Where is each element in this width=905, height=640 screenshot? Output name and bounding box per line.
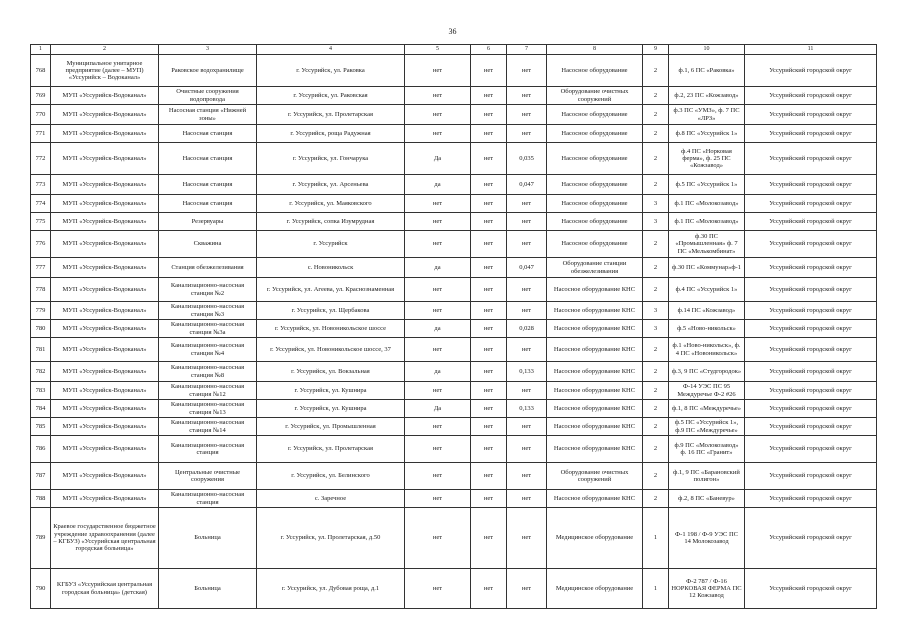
district-cell: Уссурийский городской округ (745, 278, 877, 302)
owner-cell: МУП «Уссурийск-Водоканал» (51, 231, 159, 258)
object-cell: Раковское водохранилище (159, 55, 257, 87)
col6-cell: нет (471, 418, 507, 436)
col6-cell: нет (471, 105, 507, 125)
owner-cell: Краевое государственное бюджетное учреждение здравоохранения (далее – КГБУЗ) «Уссурийская центральная городская больница» (51, 508, 159, 569)
row-number-cell: 787 (31, 463, 51, 490)
address-cell: г. Уссурийск, ул. Белинского (257, 463, 405, 490)
owner-cell: МУП «Уссурийск-Водоканал» (51, 125, 159, 143)
object-cell: Канализационно-насосная станция №8 (159, 362, 257, 382)
equipment-cell: Насосное оборудование (547, 105, 643, 125)
owner-cell: Муниципальное унитарное предприятие (далее – МУП) «Уссурийск – Водоканал» (51, 55, 159, 87)
col6-cell: нет (471, 338, 507, 362)
address-cell: г. Уссурийск, ул. Маяковского (257, 195, 405, 213)
col5-cell: нет (405, 55, 471, 87)
col7-cell: нет (507, 569, 547, 609)
col7-cell: нет (507, 195, 547, 213)
table-row (31, 258, 877, 278)
column-number: 3 (159, 45, 257, 55)
col6-cell: нет (471, 143, 507, 175)
address-cell: г. Уссурийск, ул. Гончарука (257, 143, 405, 175)
col5-cell: нет (405, 418, 471, 436)
row-number-cell: 784 (31, 400, 51, 418)
equipment-cell: Насосное оборудование (547, 213, 643, 231)
owner-cell: МУП «Уссурийск-Водоканал» (51, 418, 159, 436)
col7-cell: 0,028 (507, 320, 547, 338)
district-cell: Уссурийский городской округ (745, 320, 877, 338)
object-cell: Канализационно-насосная станция №12 (159, 382, 257, 400)
owner-cell: МУП «Уссурийск-Водоканал» (51, 213, 159, 231)
object-cell: Канализационно-насосная станция (159, 490, 257, 508)
col6-cell: нет (471, 508, 507, 569)
address-cell: г. Уссурийск, ул. Дубовая роща, д.1 (257, 569, 405, 609)
col7-cell: нет (507, 87, 547, 105)
feeder-cell: ф.8 ПС «Уссурийск 1» (669, 125, 745, 143)
row-number-cell: 777 (31, 258, 51, 278)
feeder-cell: ф.5 ПС «Уссурийск 1» (669, 175, 745, 195)
address-cell: г. Уссурийск, ул. Новоникольское шоссе, 37 (257, 338, 405, 362)
col6-cell: нет (471, 278, 507, 302)
address-cell: г. Уссурийск, ул. Пролетарская (257, 436, 405, 463)
table-row (31, 418, 877, 436)
row-number-cell: 790 (31, 569, 51, 609)
district-cell: Уссурийский городской округ (745, 382, 877, 400)
col7-cell: нет (507, 338, 547, 362)
owner-cell: МУП «Уссурийск-Водоканал» (51, 463, 159, 490)
address-cell: г. Уссурийск, ул. Арсеньева (257, 175, 405, 195)
col5-cell: да (405, 258, 471, 278)
owner-cell: МУП «Уссурийск-Водоканал» (51, 278, 159, 302)
district-cell: Уссурийский городской округ (745, 362, 877, 382)
object-cell: Канализационно-насосная станция №3 (159, 302, 257, 320)
column-number: 1 (31, 45, 51, 55)
col7-cell: 0,133 (507, 362, 547, 382)
col7-cell: 0,047 (507, 258, 547, 278)
col5-cell: нет (405, 213, 471, 231)
address-cell: г. Уссурийск, сопка Изумрудная (257, 213, 405, 231)
equipment-cell: Насосное оборудование (547, 143, 643, 175)
equipment-cell: Оборудование станции обезжелезивания (547, 258, 643, 278)
district-cell: Уссурийский городской округ (745, 569, 877, 609)
equipment-cell: Насосное оборудование КНС (547, 320, 643, 338)
col5-cell: нет (405, 338, 471, 362)
feeder-cell: ф.1, 9 ПС «Барановский полигон» (669, 463, 745, 490)
row-number-cell: 785 (31, 418, 51, 436)
category-cell: 2 (643, 362, 669, 382)
equipment-cell: Медицинское оборудование (547, 569, 643, 609)
col6-cell: нет (471, 436, 507, 463)
district-cell: Уссурийский городской округ (745, 87, 877, 105)
col6-cell: нет (471, 213, 507, 231)
category-cell: 3 (643, 213, 669, 231)
col5-cell: нет (405, 382, 471, 400)
category-cell: 2 (643, 463, 669, 490)
owner-cell: КГБУЗ «Уссурийская центральная городская больница» (детская) (51, 569, 159, 609)
feeder-cell: ф.2, 23 ПС «Кожзавод» (669, 87, 745, 105)
category-cell: 2 (643, 87, 669, 105)
object-cell: Насосная станция (159, 125, 257, 143)
feeder-cell: Ф-2 787 / Ф-16 НОРКОВАЯ ФЕРМА ПС 12 Кожзавод (669, 569, 745, 609)
category-cell: 2 (643, 231, 669, 258)
feeder-cell: ф.5 ПС «Уссурийск 1», ф.9 ПС «Междуречье» (669, 418, 745, 436)
address-cell: г. Уссурийск, ул. Агеева, ул. Краснознаменная (257, 278, 405, 302)
feeder-cell: ф.4 ПС «Уссурийск 1» (669, 278, 745, 302)
col5-cell: нет (405, 490, 471, 508)
address-cell: г. Уссурийск, ул. Кушнира (257, 400, 405, 418)
col5-cell: нет (405, 302, 471, 320)
object-cell: Насосная станция (159, 143, 257, 175)
feeder-cell: Ф-14 УЭС ПС 95 Междуречье Ф-2 #26 (669, 382, 745, 400)
column-number-row (31, 45, 877, 55)
table-row (31, 143, 877, 175)
feeder-cell: ф.9 ПС «Молокозавод» ф. 16 ПС «Гранит» (669, 436, 745, 463)
object-cell: Канализационно-насосная станция (159, 436, 257, 463)
address-cell: г. Уссурийск, ул. Раковская (257, 87, 405, 105)
feeder-cell: ф.3 ПС «УМЗ», ф. 7 ПС «ЛРЗ» (669, 105, 745, 125)
col7-cell: нет (507, 436, 547, 463)
district-cell: Уссурийский городской округ (745, 195, 877, 213)
col7-cell: нет (507, 278, 547, 302)
address-cell: г. Уссурийск, ул. Пролетарская (257, 105, 405, 125)
col6-cell: нет (471, 490, 507, 508)
object-cell: Канализационно-насосная станция №13 (159, 400, 257, 418)
owner-cell: МУП «Уссурийск-Водоканал» (51, 362, 159, 382)
address-cell: г. Уссурийск, ул. Щербакова (257, 302, 405, 320)
equipment-cell: Насосное оборудование КНС (547, 278, 643, 302)
object-cell: Насосная станция (159, 175, 257, 195)
district-cell: Уссурийский городской округ (745, 302, 877, 320)
table-row (31, 362, 877, 382)
owner-cell: МУП «Уссурийск-Водоканал» (51, 382, 159, 400)
col7-cell: нет (507, 213, 547, 231)
category-cell: 2 (643, 258, 669, 278)
col7-cell: нет (507, 231, 547, 258)
feeder-cell: ф.3, 9 ПС «Студгородок» (669, 362, 745, 382)
district-cell: Уссурийский городской округ (745, 125, 877, 143)
equipment-cell: Насосное оборудование КНС (547, 436, 643, 463)
col5-cell: нет (405, 105, 471, 125)
category-cell: 2 (643, 418, 669, 436)
table-row (31, 231, 877, 258)
row-number-cell: 768 (31, 55, 51, 87)
table-row (31, 338, 877, 362)
col7-cell: нет (507, 382, 547, 400)
table-row (31, 278, 877, 302)
col5-cell: нет (405, 508, 471, 569)
category-cell: 3 (643, 302, 669, 320)
row-number-cell: 771 (31, 125, 51, 143)
row-number-cell: 775 (31, 213, 51, 231)
district-cell: Уссурийский городской округ (745, 231, 877, 258)
col5-cell: нет (405, 569, 471, 609)
owner-cell: МУП «Уссурийск-Водоканал» (51, 436, 159, 463)
table-row (31, 436, 877, 463)
column-number: 10 (669, 45, 745, 55)
district-cell: Уссурийский городской округ (745, 213, 877, 231)
row-number-cell: 788 (31, 490, 51, 508)
address-cell: с. Новоникольск (257, 258, 405, 278)
address-cell: г. Уссурийск, ул. Вокзальная (257, 362, 405, 382)
object-cell: Насосная станция (159, 195, 257, 213)
owner-cell: МУП «Уссурийск-Водоканал» (51, 143, 159, 175)
table-row (31, 125, 877, 143)
owner-cell: МУП «Уссурийск-Водоканал» (51, 175, 159, 195)
feeder-cell: ф.30 ПС «Промышленная» ф. 7 ПС «Мелькомбинат» (669, 231, 745, 258)
table-row (31, 382, 877, 400)
category-cell: 2 (643, 382, 669, 400)
category-cell: 3 (643, 195, 669, 213)
district-cell: Уссурийский городской округ (745, 55, 877, 87)
registry-body (31, 55, 877, 609)
row-number-cell: 781 (31, 338, 51, 362)
owner-cell: МУП «Уссурийск-Водоканал» (51, 105, 159, 125)
owner-cell: МУП «Уссурийск-Водоканал» (51, 195, 159, 213)
district-cell: Уссурийский городской округ (745, 463, 877, 490)
address-cell: г. Уссурийск, ул. Раковка (257, 55, 405, 87)
feeder-cell: ф.30 ПС «Коммунар»ф-1 (669, 258, 745, 278)
feeder-cell: ф.1 «Ново-никольск», ф. 4 ПС «Новоникольск» (669, 338, 745, 362)
table-row (31, 400, 877, 418)
col5-cell: да (405, 320, 471, 338)
col5-cell: да (405, 175, 471, 195)
table-row (31, 195, 877, 213)
column-number: 9 (643, 45, 669, 55)
table-row (31, 55, 877, 87)
equipment-cell: Насосное оборудование КНС (547, 490, 643, 508)
object-cell: Очистные сооружения водопровода (159, 87, 257, 105)
equipment-cell: Оборудование очистных сооружений (547, 87, 643, 105)
feeder-cell: ф.4 ПС «Норковая ферма», ф. 25 ПС «Кожзавод» (669, 143, 745, 175)
col7-cell: нет (507, 105, 547, 125)
owner-cell: МУП «Уссурийск-Водоканал» (51, 400, 159, 418)
col6-cell: нет (471, 320, 507, 338)
feeder-cell: ф.1 ПС «Молокозавод» (669, 213, 745, 231)
column-number: 4 (257, 45, 405, 55)
col6-cell: нет (471, 258, 507, 278)
table-row (31, 87, 877, 105)
table-row (31, 320, 877, 338)
row-number-cell: 780 (31, 320, 51, 338)
feeder-cell: ф.1 ПС «Молокозавод» (669, 195, 745, 213)
equipment-cell: Насосное оборудование КНС (547, 382, 643, 400)
col6-cell: нет (471, 463, 507, 490)
category-cell: 2 (643, 436, 669, 463)
category-cell: 2 (643, 400, 669, 418)
equipment-cell: Насосное оборудование КНС (547, 338, 643, 362)
col7-cell: 0,133 (507, 400, 547, 418)
equipment-cell: Насосное оборудование (547, 55, 643, 87)
owner-cell: МУП «Уссурийск-Водоканал» (51, 320, 159, 338)
table-row (31, 508, 877, 569)
col5-cell: нет (405, 125, 471, 143)
col5-cell: нет (405, 87, 471, 105)
object-cell: Канализационно-насосная станция №3а (159, 320, 257, 338)
col6-cell: нет (471, 400, 507, 418)
equipment-cell: Насосное оборудование КНС (547, 418, 643, 436)
col6-cell: нет (471, 55, 507, 87)
col6-cell: нет (471, 87, 507, 105)
row-number-cell: 778 (31, 278, 51, 302)
table-row (31, 569, 877, 609)
district-cell: Уссурийский городской округ (745, 258, 877, 278)
owner-cell: МУП «Уссурийск-Водоканал» (51, 302, 159, 320)
feeder-cell: ф.1, 6 ПС «Раковка» (669, 55, 745, 87)
col7-cell: нет (507, 302, 547, 320)
col7-cell: нет (507, 55, 547, 87)
col5-cell: да (405, 362, 471, 382)
category-cell: 2 (643, 125, 669, 143)
category-cell: 2 (643, 55, 669, 87)
col6-cell: нет (471, 382, 507, 400)
col5-cell: нет (405, 436, 471, 463)
row-number-cell: 786 (31, 436, 51, 463)
district-cell: Уссурийский городской округ (745, 105, 877, 125)
column-number: 5 (405, 45, 471, 55)
district-cell: Уссурийский городской округ (745, 175, 877, 195)
address-cell: г. Уссурийск, ул. Промышленная (257, 418, 405, 436)
object-cell: Больница (159, 508, 257, 569)
col6-cell: нет (471, 302, 507, 320)
col5-cell: нет (405, 278, 471, 302)
equipment-cell: Оборудование очистных сооружений (547, 463, 643, 490)
column-number: 8 (547, 45, 643, 55)
category-cell: 1 (643, 569, 669, 609)
col7-cell: 0,035 (507, 143, 547, 175)
row-number-cell: 769 (31, 87, 51, 105)
equipment-cell: Насосное оборудование (547, 125, 643, 143)
table-row (31, 302, 877, 320)
row-number-cell: 774 (31, 195, 51, 213)
table-row (31, 105, 877, 125)
object-cell: Станция обезжелезивания (159, 258, 257, 278)
col6-cell: нет (471, 569, 507, 609)
address-cell: г. Уссурийск (257, 231, 405, 258)
col6-cell: нет (471, 195, 507, 213)
page-number: 36 (448, 27, 457, 36)
category-cell: 1 (643, 508, 669, 569)
row-number-cell: 789 (31, 508, 51, 569)
col5-cell: нет (405, 231, 471, 258)
category-cell: 2 (643, 490, 669, 508)
district-cell: Уссурийский городской округ (745, 436, 877, 463)
equipment-cell: Насосное оборудование КНС (547, 362, 643, 382)
category-cell: 2 (643, 105, 669, 125)
equipment-cell: Медицинское оборудование (547, 508, 643, 569)
col6-cell: нет (471, 125, 507, 143)
address-cell: г. Уссурийск, ул. Кушнира (257, 382, 405, 400)
district-cell: Уссурийский городской округ (745, 490, 877, 508)
owner-cell: МУП «Уссурийск-Водоканал» (51, 490, 159, 508)
row-number-cell: 776 (31, 231, 51, 258)
row-number-cell: 779 (31, 302, 51, 320)
object-cell: Резервуары (159, 213, 257, 231)
object-cell: Скважина (159, 231, 257, 258)
col5-cell: Да (405, 143, 471, 175)
col7-cell: нет (507, 490, 547, 508)
col6-cell: нет (471, 362, 507, 382)
col6-cell: нет (471, 175, 507, 195)
equipment-cell: Насосное оборудование КНС (547, 302, 643, 320)
equipment-cell: Насосное оборудование КНС (547, 400, 643, 418)
col5-cell: нет (405, 463, 471, 490)
district-cell: Уссурийский городской округ (745, 400, 877, 418)
category-cell: 2 (643, 143, 669, 175)
row-number-cell: 782 (31, 362, 51, 382)
col7-cell: нет (507, 418, 547, 436)
column-number: 6 (471, 45, 507, 55)
district-cell: Уссурийский городской округ (745, 508, 877, 569)
col6-cell: нет (471, 231, 507, 258)
col7-cell: 0,047 (507, 175, 547, 195)
registry-table (30, 44, 877, 609)
address-cell: г. Уссурийск, ул. Пролетарская, д.50 (257, 508, 405, 569)
col5-cell: Да (405, 400, 471, 418)
col7-cell: нет (507, 463, 547, 490)
feeder-cell: ф.2, 8 ПС «Баневур» (669, 490, 745, 508)
category-cell: 2 (643, 278, 669, 302)
owner-cell: МУП «Уссурийск-Водоканал» (51, 87, 159, 105)
address-cell: г. Уссурийск, роща Радужная (257, 125, 405, 143)
object-cell: Больница (159, 569, 257, 609)
owner-cell: МУП «Уссурийск-Водоканал» (51, 258, 159, 278)
object-cell: Канализационно-насосная станция №2 (159, 278, 257, 302)
feeder-cell: ф.14 ПС «Кожзавод» (669, 302, 745, 320)
equipment-cell: Насосное оборудование (547, 195, 643, 213)
row-number-cell: 773 (31, 175, 51, 195)
column-number: 7 (507, 45, 547, 55)
table-row (31, 490, 877, 508)
col7-cell: нет (507, 508, 547, 569)
row-number-cell: 772 (31, 143, 51, 175)
address-cell: с. Заречное (257, 490, 405, 508)
district-cell: Уссурийский городской округ (745, 338, 877, 362)
equipment-cell: Насосное оборудование (547, 175, 643, 195)
category-cell: 2 (643, 338, 669, 362)
table-row (31, 463, 877, 490)
feeder-cell: ф.1, 8 ПС «Междуречье» (669, 400, 745, 418)
col5-cell: нет (405, 195, 471, 213)
district-cell: Уссурийский городской округ (745, 418, 877, 436)
col7-cell: нет (507, 125, 547, 143)
object-cell: Канализационно-насосная станция №4 (159, 338, 257, 362)
category-cell: 2 (643, 175, 669, 195)
district-cell: Уссурийский городской округ (745, 143, 877, 175)
address-cell: г. Уссурийск, ул. Новоникольское шоссе (257, 320, 405, 338)
row-number-cell: 783 (31, 382, 51, 400)
object-cell: Канализационно-насосная станция №14 (159, 418, 257, 436)
feeder-cell: Ф-1 198 / Ф-9 УЭС ПС 14 Молокозавод (669, 508, 745, 569)
object-cell: Насосная станция «Нижней зоны» (159, 105, 257, 125)
category-cell: 3 (643, 320, 669, 338)
table-row (31, 175, 877, 195)
column-number: 11 (745, 45, 877, 55)
column-number: 2 (51, 45, 159, 55)
row-number-cell: 770 (31, 105, 51, 125)
equipment-cell: Насосное оборудование (547, 231, 643, 258)
table-row (31, 213, 877, 231)
feeder-cell: ф.5 «Ново-никольск» (669, 320, 745, 338)
owner-cell: МУП «Уссурийск-Водоканал» (51, 338, 159, 362)
object-cell: Центральные очистные сооружения (159, 463, 257, 490)
